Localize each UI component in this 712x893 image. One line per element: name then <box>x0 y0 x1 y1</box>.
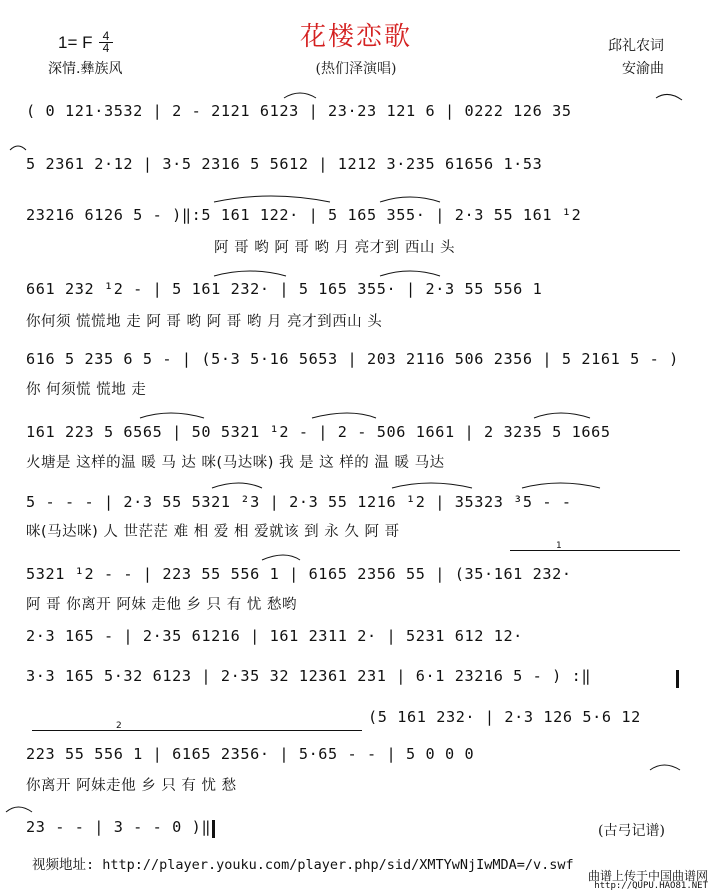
slur <box>312 413 376 418</box>
score-line-10: 3·3 165 5·32 6123 | 2·35 32 12361 231 | 6·1 23216 5 - ) :‖ <box>26 667 592 685</box>
score-line-7: 5 - - - | 2·3 55 5321 ²3 | 2·3 55 1216 ¹2 | 35323 ³5 - - <box>26 493 572 511</box>
composer-credit: 安渝曲 <box>622 61 664 77</box>
slur <box>284 93 316 98</box>
slur <box>6 807 32 812</box>
lyric-line-12: 你离开 阿妹走他 乡 只 有 忧 愁 <box>26 778 237 794</box>
style-marking: 深情.彝族风 <box>48 61 123 77</box>
score-line-4: 661 232 ¹2 - | 5 161 232· | 5 165 355· | 2·3 55 556 1 <box>26 280 543 298</box>
second-ending-number: 2 <box>116 721 122 731</box>
score-line-9: 2·3 165 - | 2·35 61216 | 161 2311 2· | 5231 612 12· <box>26 627 523 645</box>
slur <box>392 483 472 488</box>
score-line-5: 616 5 235 6 5 - | (5·3 5·16 5653 | 203 2116 506 2356 | 5 2161 5 - ) <box>26 350 679 368</box>
slur <box>522 483 600 488</box>
score-line-11: (5 161 232· | 2·3 126 5·6 12 <box>368 708 641 726</box>
site-watermark-line-1: 曲谱上传于中国曲谱网 <box>587 869 708 883</box>
lyric-line-3: 阿 哥 哟 阿 哥 哟 月 亮才到 西山 头 <box>214 240 455 256</box>
slur <box>212 483 262 488</box>
slur <box>140 413 204 418</box>
key-signature: 1= F <box>58 33 93 52</box>
lyricist-credit: 邱礼农词 <box>608 38 664 54</box>
slur <box>380 271 440 276</box>
site-watermark-line-2[interactable]: http://QUPU.HAO81.NET <box>594 881 708 891</box>
time-signature-top: 4 <box>99 31 113 43</box>
video-url[interactable]: http://player.youku.com/player.php/sid/XMTYwNjIwMDA=/v.swf <box>102 857 574 873</box>
transcriber-credit: (古弓记谱) <box>598 823 665 839</box>
first-ending-number: 1 <box>556 541 562 551</box>
slur <box>262 555 300 560</box>
score-line-2: 5 2361 2·12 | 3·5 2316 5 5612 | 1212 3·235 61656 1·53 <box>26 155 543 173</box>
slur <box>650 765 680 770</box>
lyric-line-5: 你 何须慌 慌地 走 <box>26 382 147 398</box>
lyric-line-4: 你何须 慌慌地 走 阿 哥 哟 阿 哥 哟 月 亮才到西山 头 <box>26 314 383 330</box>
lyric-line-8: 阿 哥 你离开 阿妹 走他 乡 只 有 忧 愁哟 <box>26 597 297 613</box>
video-link[interactable] <box>32 853 574 873</box>
lyric-line-6: 火塘是 这样的温 暖 马 达 咪(马达咪) 我 是 这 样的 温 暖 马达 <box>26 455 445 471</box>
performer-note: (热们泽演唱) <box>315 61 397 77</box>
lyric-line-7: 咪(马达咪) 人 世茫茫 难 相 爱 相 爱就该 到 永 久 阿 哥 <box>26 524 400 540</box>
score-line-1: ( 0 121·3532 | 2 - 2121 6123 | 23·23 121 6 | 0222 126 35 <box>26 102 572 120</box>
score-line-6: 161 223 5 6565 | 50 5321 ¹2 - | 2 - 506 1661 | 2 3235 5 1665 <box>26 423 611 441</box>
video-label: 视频地址: <box>32 857 95 873</box>
slur <box>214 271 286 276</box>
score-line-12: 223 55 556 1 | 6165 2356· | 5·65 - - | 5 0 0 0 <box>26 745 475 763</box>
score-line-8: 5321 ¹2 - - | 223 55 556 1 | 6165 2356 55 | (35·161 232· <box>26 565 572 583</box>
slur <box>214 196 330 202</box>
time-signature-bottom: 4 <box>102 41 110 55</box>
slur <box>656 94 682 100</box>
slur <box>380 197 440 202</box>
slur <box>534 413 590 418</box>
slur <box>10 146 26 150</box>
song-title: 花楼恋歌 <box>299 22 412 52</box>
score-line-3: 23216 6126 5 - )‖:5 161 122· | 5 165 355· | 2·3 55 161 ¹2 <box>26 206 582 224</box>
score-line-13: 23 - - | 3 - - 0 )‖ <box>26 818 212 836</box>
